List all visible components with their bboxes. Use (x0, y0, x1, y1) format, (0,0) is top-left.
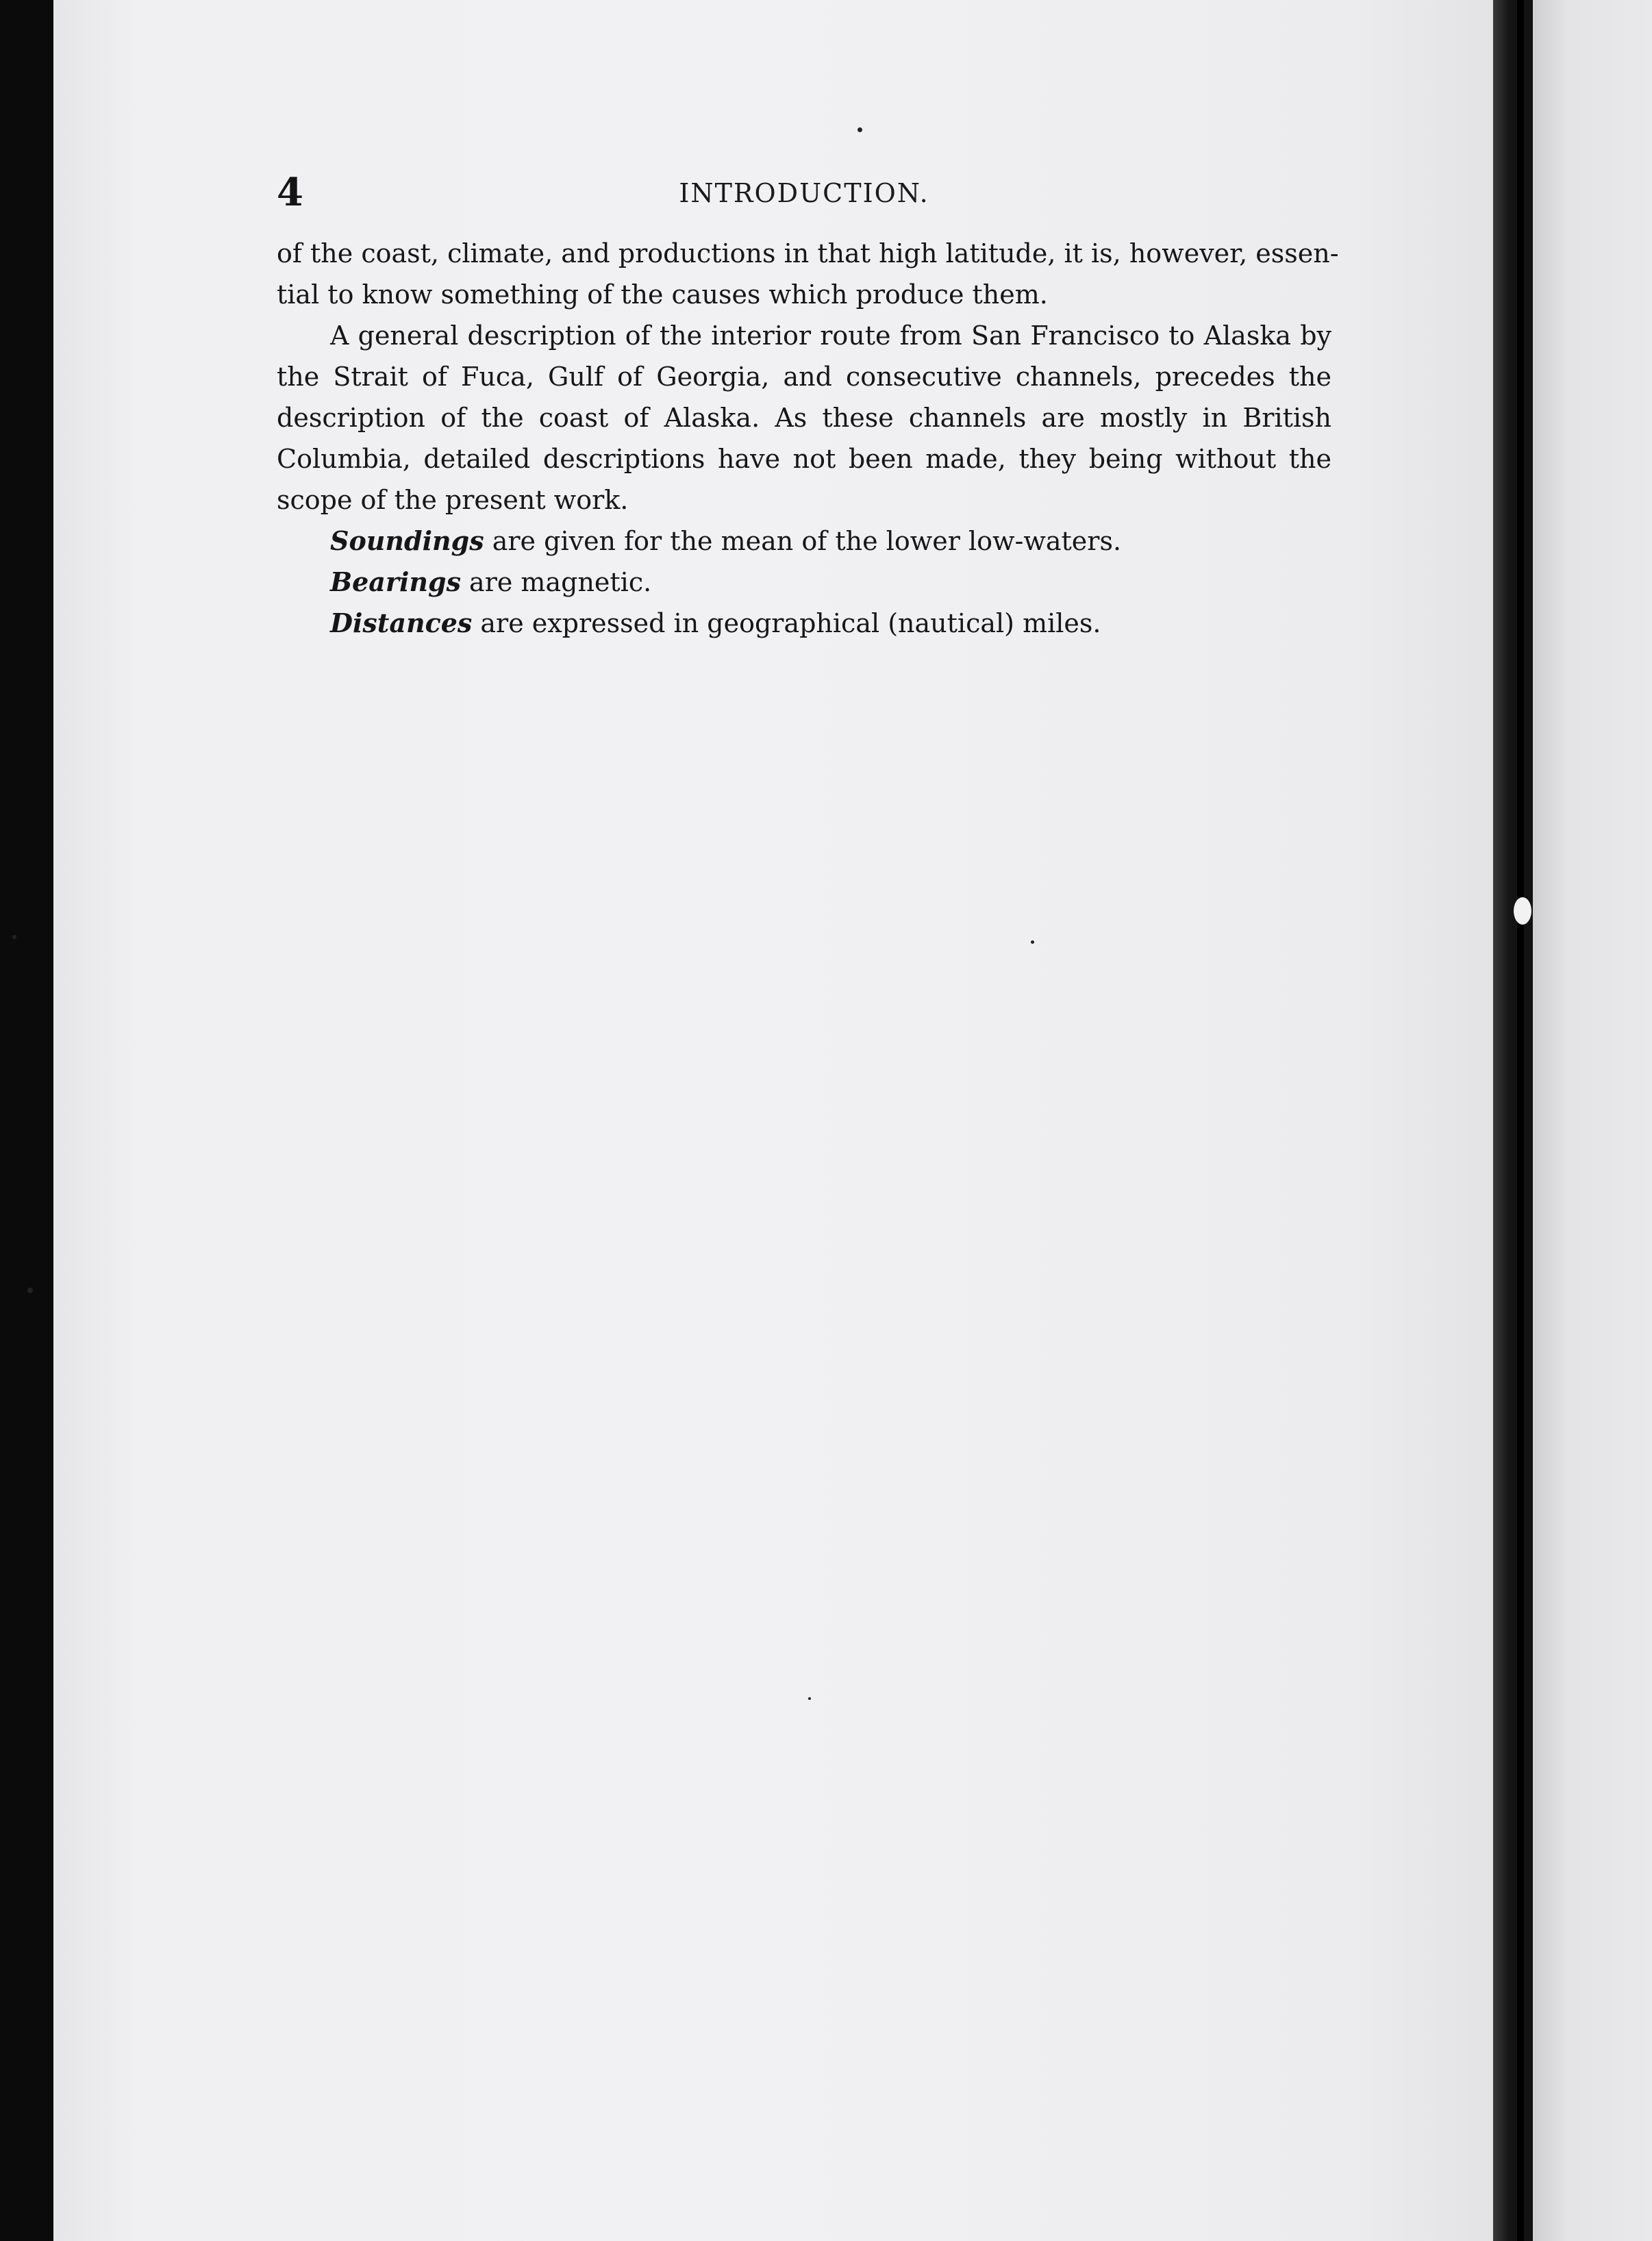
facing-page-edge (1533, 0, 1652, 2241)
scan-speck (27, 1288, 33, 1293)
term-distances: Distances (330, 608, 473, 638)
term-bearings: Bearings (330, 566, 461, 597)
text-line: description of the coast of Alaska. As these channels are mostly in British (277, 403, 1331, 433)
definition-bearings: are magnetic. (460, 567, 652, 597)
text-line: Columbia, detailed descriptions have not been made, they being without the (277, 444, 1331, 474)
body-text (277, 233, 1339, 644)
paragraph-bearings (277, 562, 1331, 603)
definition-soundings: are given for the mean of the lower low-waters. (484, 526, 1122, 556)
binding-gutter (1493, 0, 1533, 2241)
paragraph-soundings (277, 521, 1331, 562)
page-header (277, 168, 1331, 216)
paragraph-continued (277, 233, 1339, 315)
running-head: INTRODUCTION. (679, 178, 929, 208)
scan-speck (808, 1697, 811, 1700)
page-number: 4 (277, 170, 303, 215)
paragraph-interior-route (277, 315, 1331, 521)
paragraph-distances (277, 603, 1331, 644)
page-edge-shadow (1517, 0, 1524, 2241)
text-line: A general description of the interior route from San Francisco to Alaska by (330, 321, 1331, 351)
scan-speck (1031, 940, 1034, 944)
scan-speck (12, 935, 16, 939)
definition-distances: are expressed in geographical (nautical) miles. (472, 608, 1101, 638)
text-line: tial to know something of the causes which produce them. (277, 279, 1048, 310)
scan-speck (858, 127, 862, 132)
scan-speck (1514, 897, 1531, 925)
text-line: scope of the present work. (277, 485, 629, 515)
term-soundings: Soundings (330, 525, 484, 556)
text-line: the Strait of Fuca, Gulf of Georgia, and consecutive channels, precedes the (277, 362, 1331, 392)
text-line: of the coast, climate, and productions in that high latitude, it is, however, essen- (277, 238, 1339, 268)
